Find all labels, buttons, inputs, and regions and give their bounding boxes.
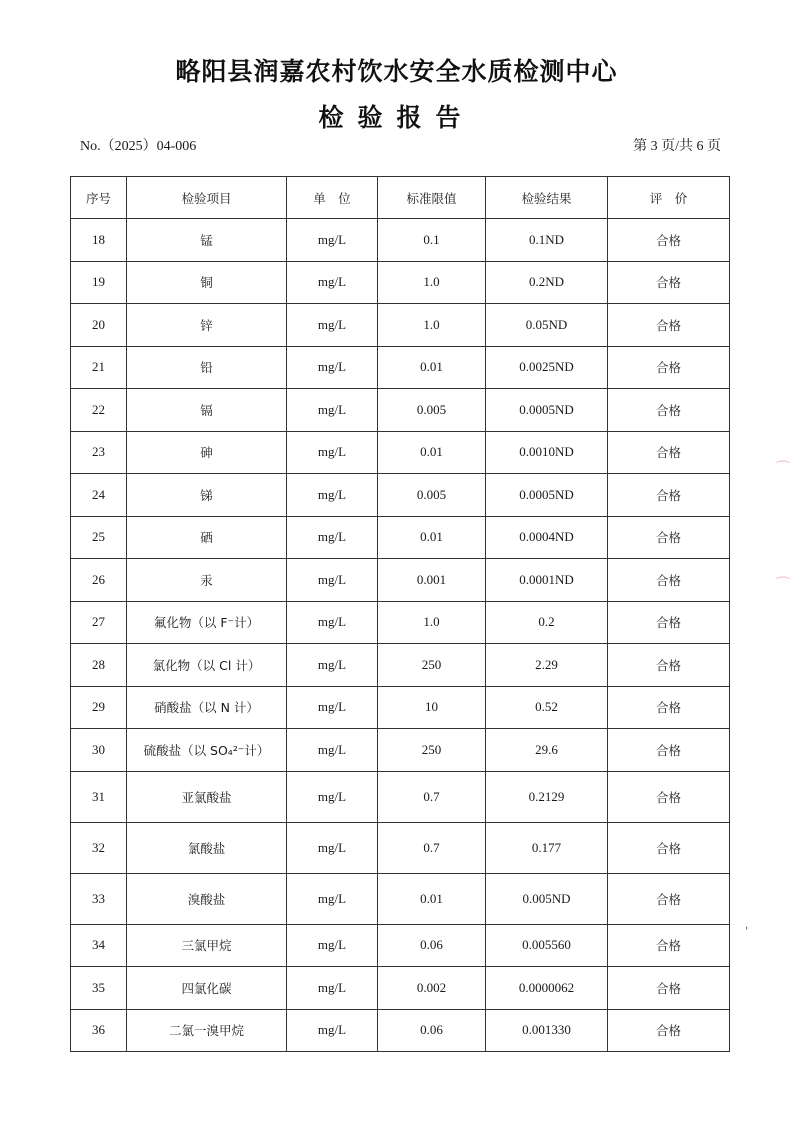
cell-item: 四氯化碳 bbox=[127, 967, 287, 1010]
org-title: 略阳县润嘉农村饮水安全水质检测中心 bbox=[175, 57, 618, 86]
cell-unit: mg/L bbox=[287, 389, 378, 432]
cell-no: 32 bbox=[71, 822, 127, 873]
cell-result: 0.0005ND bbox=[486, 474, 608, 517]
cell-unit: mg/L bbox=[287, 729, 378, 772]
table-row bbox=[71, 771, 730, 822]
cell-result: 0.0004ND bbox=[486, 516, 608, 559]
cell-item: 铅 bbox=[127, 346, 287, 389]
cell-evaluation: 合格 bbox=[608, 771, 730, 822]
cell-item: 硝酸盐（以 N 计） bbox=[127, 686, 287, 729]
cell-limit: 0.01 bbox=[378, 516, 486, 559]
cell-unit: mg/L bbox=[287, 771, 378, 822]
cell-result: 0.005560 bbox=[486, 924, 608, 967]
cell-unit: mg/L bbox=[287, 822, 378, 873]
table-row bbox=[71, 1009, 730, 1052]
seal-fragment-top: ⌒ bbox=[775, 459, 792, 478]
cell-no: 28 bbox=[71, 644, 127, 687]
cell-item: 砷 bbox=[127, 431, 287, 474]
cell-result: 0.005ND bbox=[486, 873, 608, 924]
cell-limit: 0.001 bbox=[378, 559, 486, 602]
cell-evaluation: 合格 bbox=[608, 516, 730, 559]
cell-unit: mg/L bbox=[287, 924, 378, 967]
table-row bbox=[71, 601, 730, 644]
cell-result: 0.0010ND bbox=[486, 431, 608, 474]
table-row bbox=[71, 389, 730, 432]
cell-no: 20 bbox=[71, 304, 127, 347]
cell-limit: 0.7 bbox=[378, 822, 486, 873]
col-header-evaluation: 评 价 bbox=[608, 177, 730, 219]
report-title: 检验报告 bbox=[318, 103, 475, 132]
cell-unit: mg/L bbox=[287, 559, 378, 602]
cell-result: 0.1ND bbox=[486, 219, 608, 262]
cell-item: 锌 bbox=[127, 304, 287, 347]
cell-no: 27 bbox=[71, 601, 127, 644]
table-row bbox=[71, 431, 730, 474]
cell-evaluation: 合格 bbox=[608, 822, 730, 873]
cell-evaluation: 合格 bbox=[608, 559, 730, 602]
cell-limit: 0.01 bbox=[378, 431, 486, 474]
cell-result: 0.05ND bbox=[486, 304, 608, 347]
cell-limit: 0.7 bbox=[378, 771, 486, 822]
cell-unit: mg/L bbox=[287, 219, 378, 262]
table-row bbox=[71, 644, 730, 687]
cell-no: 36 bbox=[71, 1009, 127, 1052]
cell-evaluation: 合格 bbox=[608, 474, 730, 517]
seal-fragment-bottom: ⌒ bbox=[775, 575, 792, 594]
col-header-item: 检验项目 bbox=[127, 177, 287, 219]
cell-evaluation: 合格 bbox=[608, 261, 730, 304]
cell-item: 锑 bbox=[127, 474, 287, 517]
cell-result: 0.52 bbox=[486, 686, 608, 729]
table-row bbox=[71, 304, 730, 347]
table-header-row bbox=[71, 177, 730, 219]
cell-result: 2.29 bbox=[486, 644, 608, 687]
cell-evaluation: 合格 bbox=[608, 644, 730, 687]
cell-no: 25 bbox=[71, 516, 127, 559]
cell-unit: mg/L bbox=[287, 474, 378, 517]
cell-no: 34 bbox=[71, 924, 127, 967]
cell-item: 镉 bbox=[127, 389, 287, 432]
cell-unit: mg/L bbox=[287, 644, 378, 687]
cell-result: 0.001330 bbox=[486, 1009, 608, 1052]
cell-no: 30 bbox=[71, 729, 127, 772]
cell-no: 26 bbox=[71, 559, 127, 602]
cell-item: 三氯甲烷 bbox=[127, 924, 287, 967]
cell-item: 汞 bbox=[127, 559, 287, 602]
cell-unit: mg/L bbox=[287, 346, 378, 389]
cell-limit: 1.0 bbox=[378, 261, 486, 304]
table-row bbox=[71, 822, 730, 873]
cell-no: 31 bbox=[71, 771, 127, 822]
table-row bbox=[71, 219, 730, 262]
cell-limit: 1.0 bbox=[378, 601, 486, 644]
cell-result: 0.0001ND bbox=[486, 559, 608, 602]
table-row bbox=[71, 559, 730, 602]
cell-limit: 0.005 bbox=[378, 389, 486, 432]
table-row bbox=[71, 516, 730, 559]
cell-limit: 0.002 bbox=[378, 967, 486, 1010]
cell-item: 氯化物（以 Cl 计） bbox=[127, 644, 287, 687]
cell-no: 19 bbox=[71, 261, 127, 304]
col-header-unit: 单 位 bbox=[287, 177, 378, 219]
cell-result: 0.0000062 bbox=[486, 967, 608, 1010]
cell-result: 29.6 bbox=[486, 729, 608, 772]
cell-limit: 0.01 bbox=[378, 873, 486, 924]
cell-no: 18 bbox=[71, 219, 127, 262]
cell-result: 0.177 bbox=[486, 822, 608, 873]
cell-limit: 250 bbox=[378, 644, 486, 687]
cell-unit: mg/L bbox=[287, 601, 378, 644]
cell-unit: mg/L bbox=[287, 967, 378, 1010]
cell-evaluation: 合格 bbox=[608, 346, 730, 389]
cell-no: 21 bbox=[71, 346, 127, 389]
cell-result: 0.0025ND bbox=[486, 346, 608, 389]
table-row bbox=[71, 261, 730, 304]
table-row bbox=[71, 686, 730, 729]
cell-item: 氟化物（以 F⁻计） bbox=[127, 601, 287, 644]
cell-evaluation: 合格 bbox=[608, 729, 730, 772]
cell-evaluation: 合格 bbox=[608, 389, 730, 432]
cell-limit: 0.01 bbox=[378, 346, 486, 389]
cell-no: 24 bbox=[71, 474, 127, 517]
cell-unit: mg/L bbox=[287, 304, 378, 347]
page-indicator: 第 3 页/共 6 页 bbox=[633, 139, 721, 154]
cell-evaluation: 合格 bbox=[608, 219, 730, 262]
cell-result: 0.2129 bbox=[486, 771, 608, 822]
cell-limit: 0.06 bbox=[378, 1009, 486, 1052]
col-header-no: 序号 bbox=[71, 177, 127, 219]
table-row bbox=[71, 729, 730, 772]
table-row bbox=[71, 967, 730, 1010]
cell-unit: mg/L bbox=[287, 873, 378, 924]
cell-item: 硫酸盐（以 SO₄²⁻计） bbox=[127, 729, 287, 772]
cell-limit: 0.1 bbox=[378, 219, 486, 262]
cell-unit: mg/L bbox=[287, 516, 378, 559]
cell-no: 29 bbox=[71, 686, 127, 729]
table-row bbox=[71, 924, 730, 967]
cell-result: 0.2 bbox=[486, 601, 608, 644]
cell-result: 0.0005ND bbox=[486, 389, 608, 432]
cell-no: 35 bbox=[71, 967, 127, 1010]
cell-evaluation: 合格 bbox=[608, 1009, 730, 1052]
cell-evaluation: 合格 bbox=[608, 686, 730, 729]
table-body bbox=[71, 219, 730, 1052]
table-row bbox=[71, 873, 730, 924]
col-header-limit: 标准限值 bbox=[378, 177, 486, 219]
inspection-results-table bbox=[70, 176, 730, 1052]
cell-evaluation: 合格 bbox=[608, 873, 730, 924]
table-row bbox=[71, 474, 730, 517]
cell-limit: 250 bbox=[378, 729, 486, 772]
cell-item: 溴酸盐 bbox=[127, 873, 287, 924]
cell-limit: 0.005 bbox=[378, 474, 486, 517]
cell-evaluation: 合格 bbox=[608, 304, 730, 347]
report-number: No.（2025）04-006 bbox=[80, 139, 197, 154]
cell-limit: 0.06 bbox=[378, 924, 486, 967]
cell-item: 硒 bbox=[127, 516, 287, 559]
cell-no: 23 bbox=[71, 431, 127, 474]
cell-unit: mg/L bbox=[287, 261, 378, 304]
cell-unit: mg/L bbox=[287, 1009, 378, 1052]
col-header-result: 检验结果 bbox=[486, 177, 608, 219]
cell-unit: mg/L bbox=[287, 686, 378, 729]
cell-no: 33 bbox=[71, 873, 127, 924]
table-row bbox=[71, 346, 730, 389]
cell-evaluation: 合格 bbox=[608, 967, 730, 1010]
cell-item: 二氯一溴甲烷 bbox=[127, 1009, 287, 1052]
cell-no: 22 bbox=[71, 389, 127, 432]
cell-item: 铜 bbox=[127, 261, 287, 304]
cell-limit: 1.0 bbox=[378, 304, 486, 347]
cell-evaluation: 合格 bbox=[608, 431, 730, 474]
cell-evaluation: 合格 bbox=[608, 601, 730, 644]
cell-item: 锰 bbox=[127, 219, 287, 262]
cell-result: 0.2ND bbox=[486, 261, 608, 304]
cell-item: 氯酸盐 bbox=[127, 822, 287, 873]
cell-evaluation: 合格 bbox=[608, 924, 730, 967]
cell-unit: mg/L bbox=[287, 431, 378, 474]
cell-item: 亚氯酸盐 bbox=[127, 771, 287, 822]
cell-limit: 10 bbox=[378, 686, 486, 729]
margin-mark: ˈ bbox=[745, 925, 749, 939]
